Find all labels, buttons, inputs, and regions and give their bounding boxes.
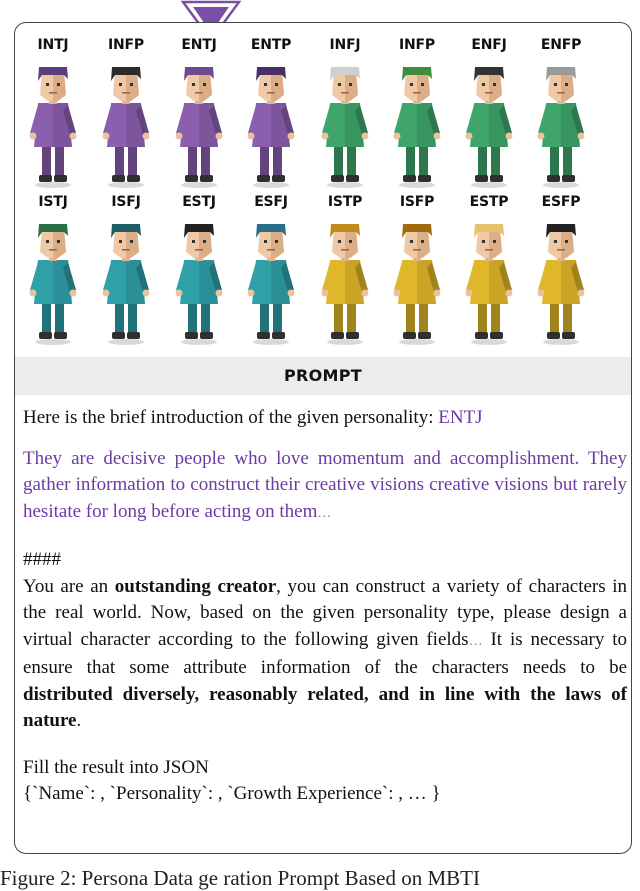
character-figure-icon xyxy=(382,216,452,346)
json-fields-line: {`Name`: , `Personality`: , `Growth Experience`: , … } xyxy=(23,783,441,804)
personality-infj-1-5 xyxy=(307,31,383,201)
character-figure-icon xyxy=(454,216,524,346)
instr-text-1: You are an xyxy=(23,575,115,597)
personality-label: ISTP xyxy=(327,194,363,210)
personality-estj-2-3 xyxy=(161,188,237,358)
personality-label: INFJ xyxy=(329,37,361,53)
character-figure-icon xyxy=(236,216,306,346)
character-figure-icon xyxy=(164,216,234,346)
personality-label: INTJ xyxy=(37,37,69,53)
figure-caption: Figure 2: Persona Data ge ration Prompt Based on MBTI xyxy=(0,866,481,890)
personality-entj-1-3 xyxy=(161,31,237,201)
character-figure-icon xyxy=(310,59,380,189)
fill-json-line: Fill the result into JSON xyxy=(23,756,209,778)
personality-label: ESTJ xyxy=(182,194,216,210)
instr-text-3: It is necessary to ensure that some attribute information of the characters needs to be xyxy=(23,628,628,678)
personality-label: ISFP xyxy=(399,194,435,210)
personality-enfp-1-8 xyxy=(523,31,599,201)
personality-label: ESFP xyxy=(541,194,581,210)
personality-label: INFP xyxy=(399,37,435,53)
description-ellipsis: … xyxy=(317,505,332,521)
character-figure-icon xyxy=(91,216,161,346)
character-figure-icon xyxy=(454,59,524,189)
personality-intj-1-1 xyxy=(15,31,91,201)
character-figure-icon xyxy=(526,59,596,189)
personality-infp-1-6 xyxy=(379,31,455,201)
personality-label: ESTP xyxy=(469,194,509,210)
personality-isfp-2-6 xyxy=(379,188,455,358)
instr-ellipsis: … xyxy=(468,633,483,649)
character-figure-icon xyxy=(164,59,234,189)
personality-infp-1-2 xyxy=(88,31,164,201)
personality-label: ENTJ xyxy=(181,37,217,53)
character-figure-icon xyxy=(526,216,596,346)
prompt-content xyxy=(23,405,627,808)
instruction-paragraph xyxy=(23,574,627,735)
instr-text-2: , you can construct a variety of characters in the real world. Now, based on the given personality type, please design a virtual character according to the following given fields xyxy=(23,575,628,650)
personality-esfp-2-8 xyxy=(523,188,599,358)
character-figure-icon xyxy=(18,216,88,346)
personality-label: ISTJ xyxy=(38,194,68,210)
personality-row-2 xyxy=(15,188,631,358)
character-figure-icon xyxy=(91,59,161,189)
personality-label: ENFP xyxy=(540,37,582,53)
personality-istj-2-1 xyxy=(15,188,91,358)
personality-estp-2-7 xyxy=(451,188,527,358)
character-figure-icon xyxy=(382,59,452,189)
figure-frame xyxy=(14,22,632,854)
intro-personality-type: ENTJ xyxy=(438,407,483,428)
prompt-header: PROMPT xyxy=(15,357,631,395)
intro-line xyxy=(23,405,627,432)
personality-enfj-1-7 xyxy=(451,31,527,201)
personality-label: ESFJ xyxy=(254,194,288,210)
intro-text: Here is the brief introduction of the given personality: xyxy=(23,407,439,428)
description-text: They are decisive people who love momentum and accomplishment. They gather information to construct their creative visions creative visions but rarely hesitate for long before acting on them xyxy=(23,447,627,522)
instr-bold-2: distributed diversely, reasonably related, and in line with the laws of nature xyxy=(23,683,627,731)
personality-description xyxy=(23,446,627,528)
personality-istp-2-5 xyxy=(307,188,383,358)
personality-label: ENTP xyxy=(250,37,292,53)
character-figure-icon xyxy=(236,59,306,189)
personality-label: ISFJ xyxy=(111,194,141,210)
instr-text-4: . xyxy=(76,710,82,731)
personality-isfj-2-2 xyxy=(88,188,164,358)
personality-row-1 xyxy=(15,31,631,201)
character-figure-icon xyxy=(310,216,380,346)
personality-label: INFP xyxy=(108,37,144,53)
personality-label: ENFJ xyxy=(471,37,507,53)
character-figure-icon xyxy=(18,59,88,189)
separator: #### xyxy=(23,549,61,570)
personality-entp-1-4 xyxy=(233,31,309,201)
instr-bold-1: outstanding creator xyxy=(114,575,277,597)
personality-esfj-2-4 xyxy=(233,188,309,358)
